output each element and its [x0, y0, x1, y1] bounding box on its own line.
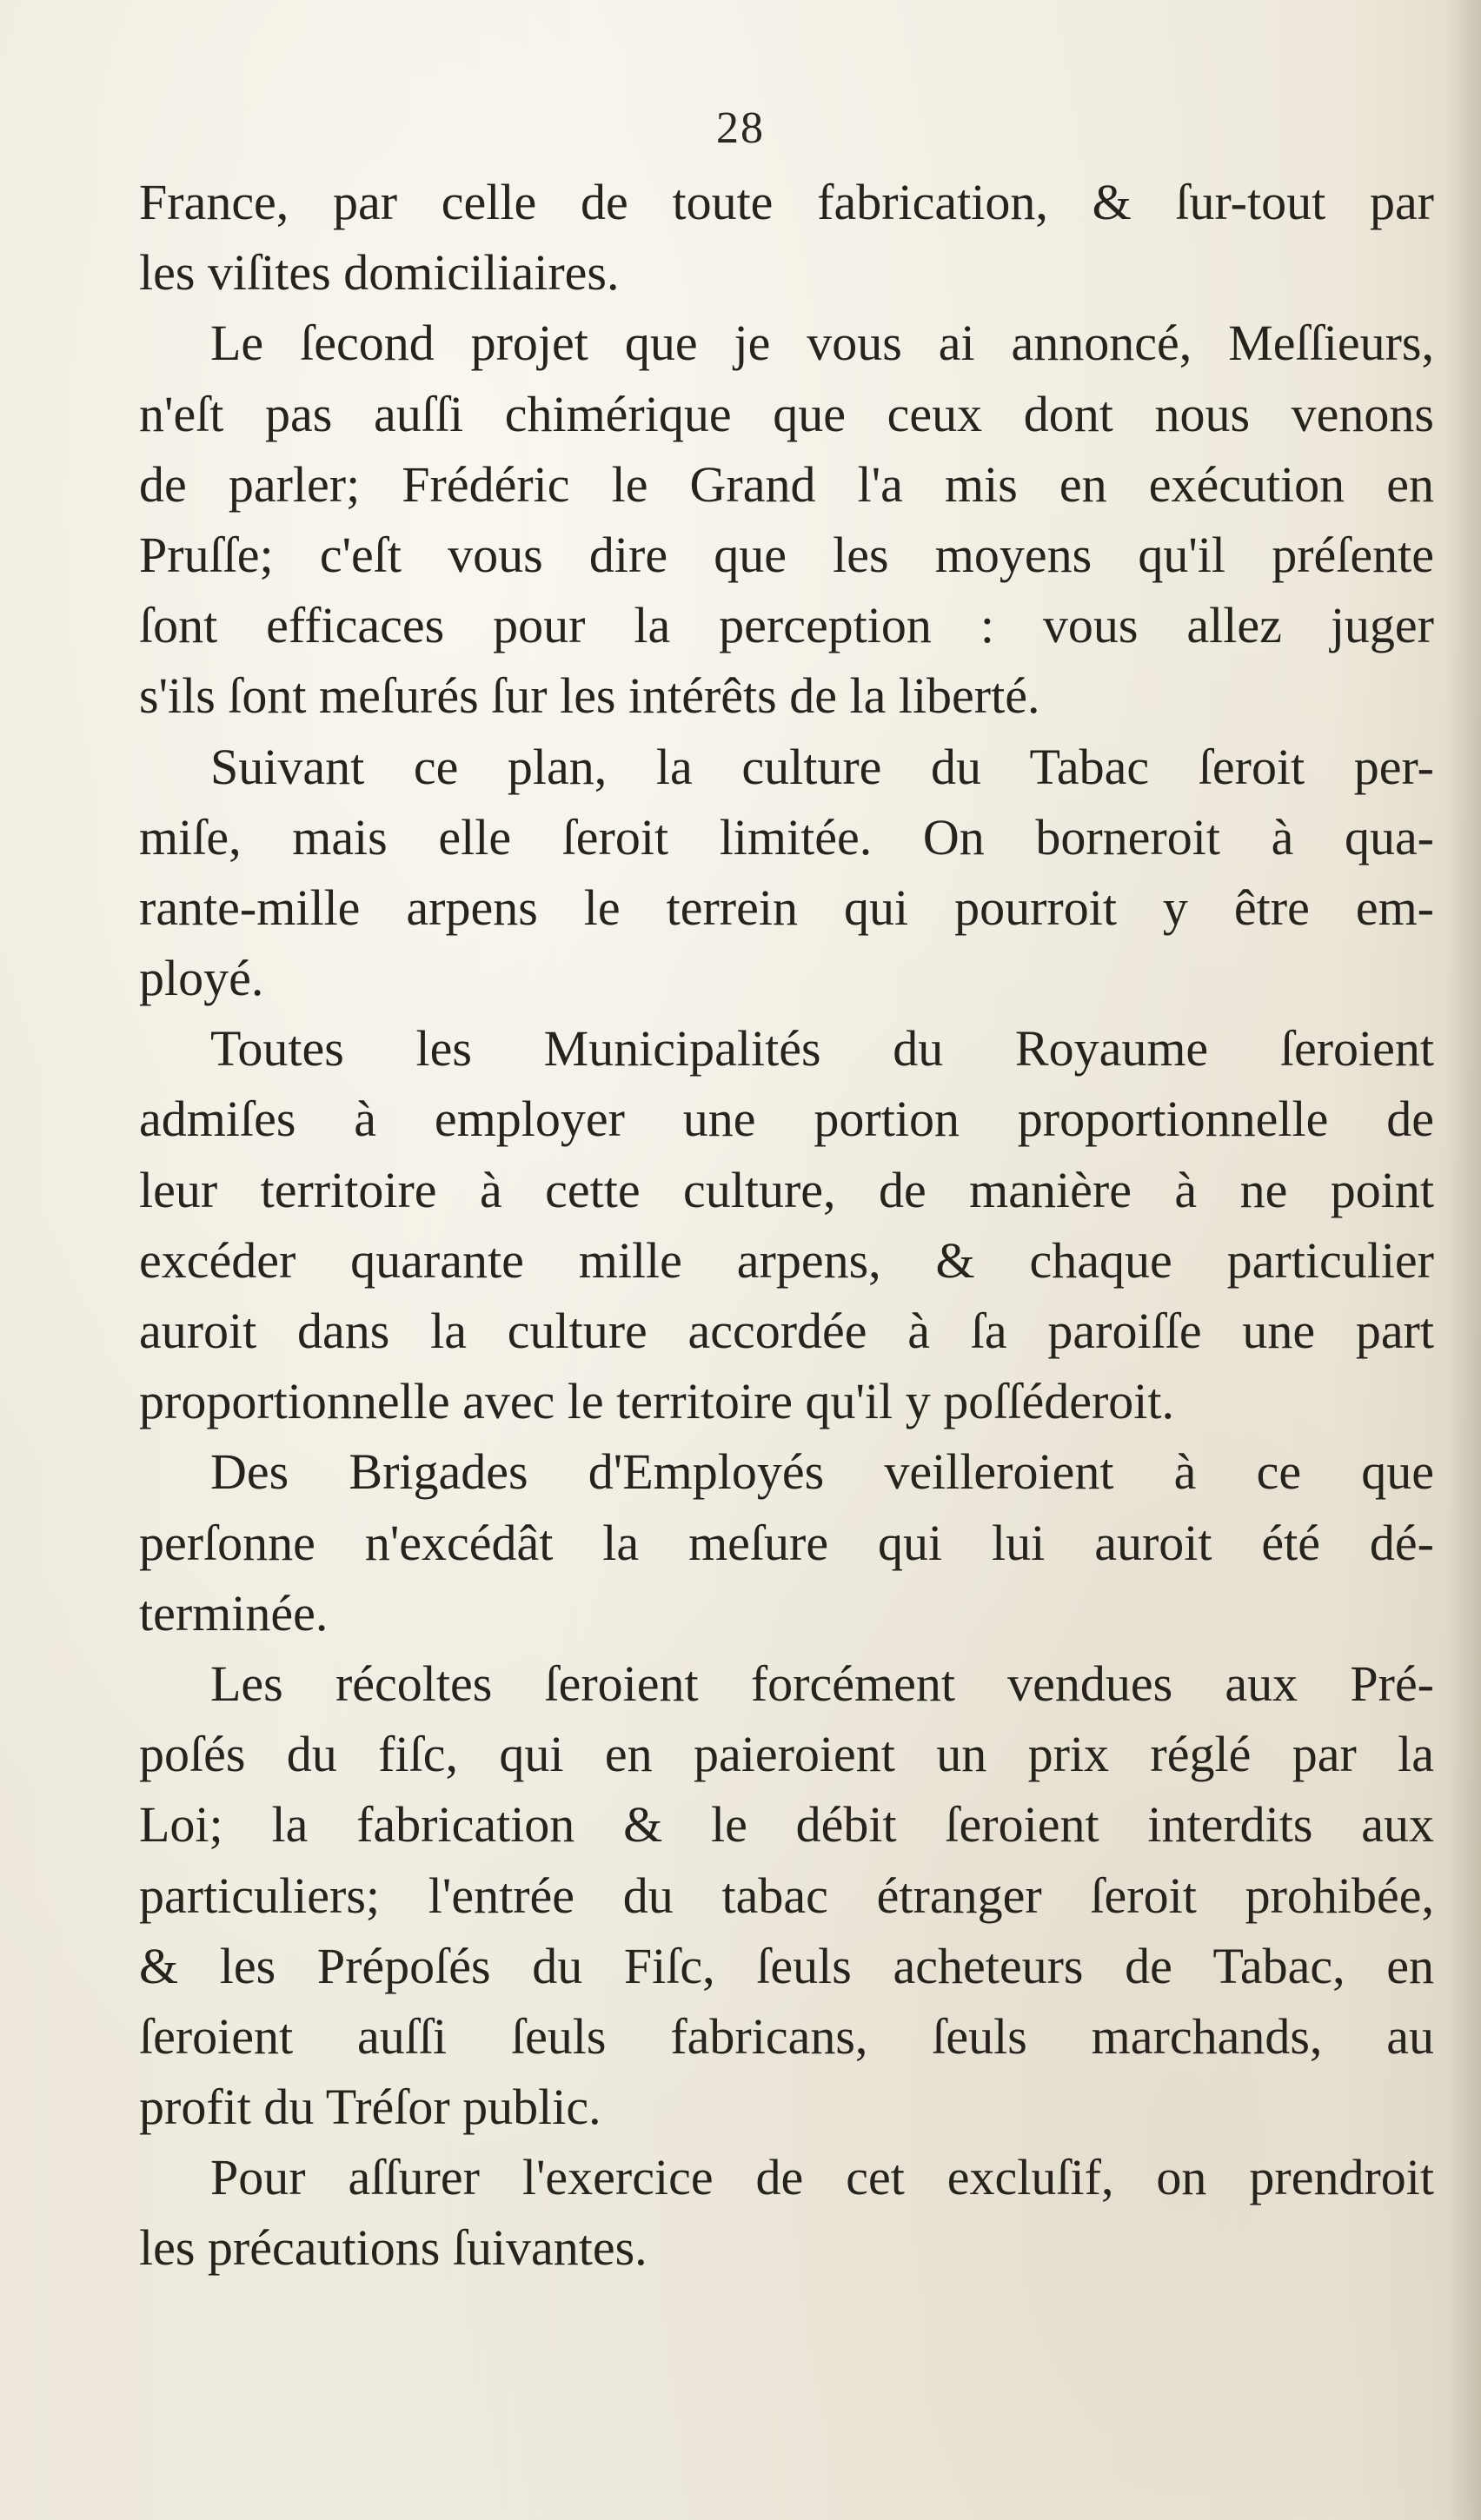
text-line: poſés du fiſc, qui en paieroient un prix réglé par la [139, 1726, 1434, 1783]
text-line: Les récoltes ſeroient forcément vendues aux Pré- [210, 1655, 1434, 1712]
text-line: rante-mille arpens le terrein qui pourroit y être em- [139, 879, 1434, 936]
text-line: Loi; la fabrication & le débit ſeroient interdits aux [139, 1796, 1434, 1854]
text-line: miſe, mais elle ſeroit limitée. On borneroit à qua- [139, 808, 1434, 865]
text-line: admiſes à employer une portion proportionnelle de [139, 1091, 1434, 1148]
text-line: perſonne n'excédât la meſure qui lui auroit été dé- [139, 1514, 1434, 1571]
text-line: excéder quarante mille arpens, & chaque particulier [139, 1231, 1434, 1289]
text-line: n'eſt pas auſſi chimérique que ceux dont nous venons [139, 385, 1434, 442]
text-line: Des Brigades d'Employés veilleroient à ce que [210, 1443, 1434, 1501]
text-line: Suivant ce plan, la culture du Tabac ſeroit per- [210, 738, 1434, 795]
page-number: 28 [716, 103, 765, 153]
text-line: France, par celle de toute fabrication, & ſur-tout par [139, 174, 1434, 230]
text-line: profit du Tréſor public. [139, 2079, 601, 2136]
text-line: leur territoire à cette culture, de manière à ne point [139, 1161, 1434, 1218]
text-line: Pour aſſurer l'exercice de cet excluſif, on prendroit [210, 2149, 1434, 2206]
text-line: proportionnelle avec le territoire qu'il y poſſéderoit. [139, 1373, 1174, 1430]
text-line: Pruſſe; c'eſt vous dire que les moyens qu'il préſente [139, 526, 1434, 583]
text-line: les viſites domiciliaires. [139, 244, 620, 302]
text-line: Toutes les Municipalités du Royaume ſeroient [210, 1020, 1434, 1078]
text-line: de parler; Frédéric le Grand l'a mis en exécution en [139, 455, 1434, 513]
text-line: auroit dans la culture accordée à ſa paroiſſe une part [139, 1303, 1434, 1359]
text-line: terminée. [139, 1584, 329, 1641]
body-text [139, 167, 1434, 2284]
text-line: & les Prépoſés du Fiſc, ſeuls acheteurs de Tabac, en [139, 1937, 1434, 1994]
text-line: les précautions ſuivantes. [139, 2219, 648, 2277]
text-line: particuliers; l'entrée du tabac étranger ſeroit prohibée, [139, 1867, 1434, 1924]
text-line: ployé. [139, 950, 264, 1007]
page-edge-shadow [1446, 0, 1481, 2520]
text-line: Le ſecond projet que je vous ai annoncé, Meſſieurs, [210, 315, 1434, 372]
text-line: ſont efficaces pour la perception : vous allez juger [139, 597, 1434, 654]
text-line: ſeroient auſſi ſeuls fabricans, ſeuls marchands, au [139, 2007, 1434, 2065]
text-line: s'ils ſont meſurés ſur les intérêts de la liberté. [139, 667, 1040, 725]
